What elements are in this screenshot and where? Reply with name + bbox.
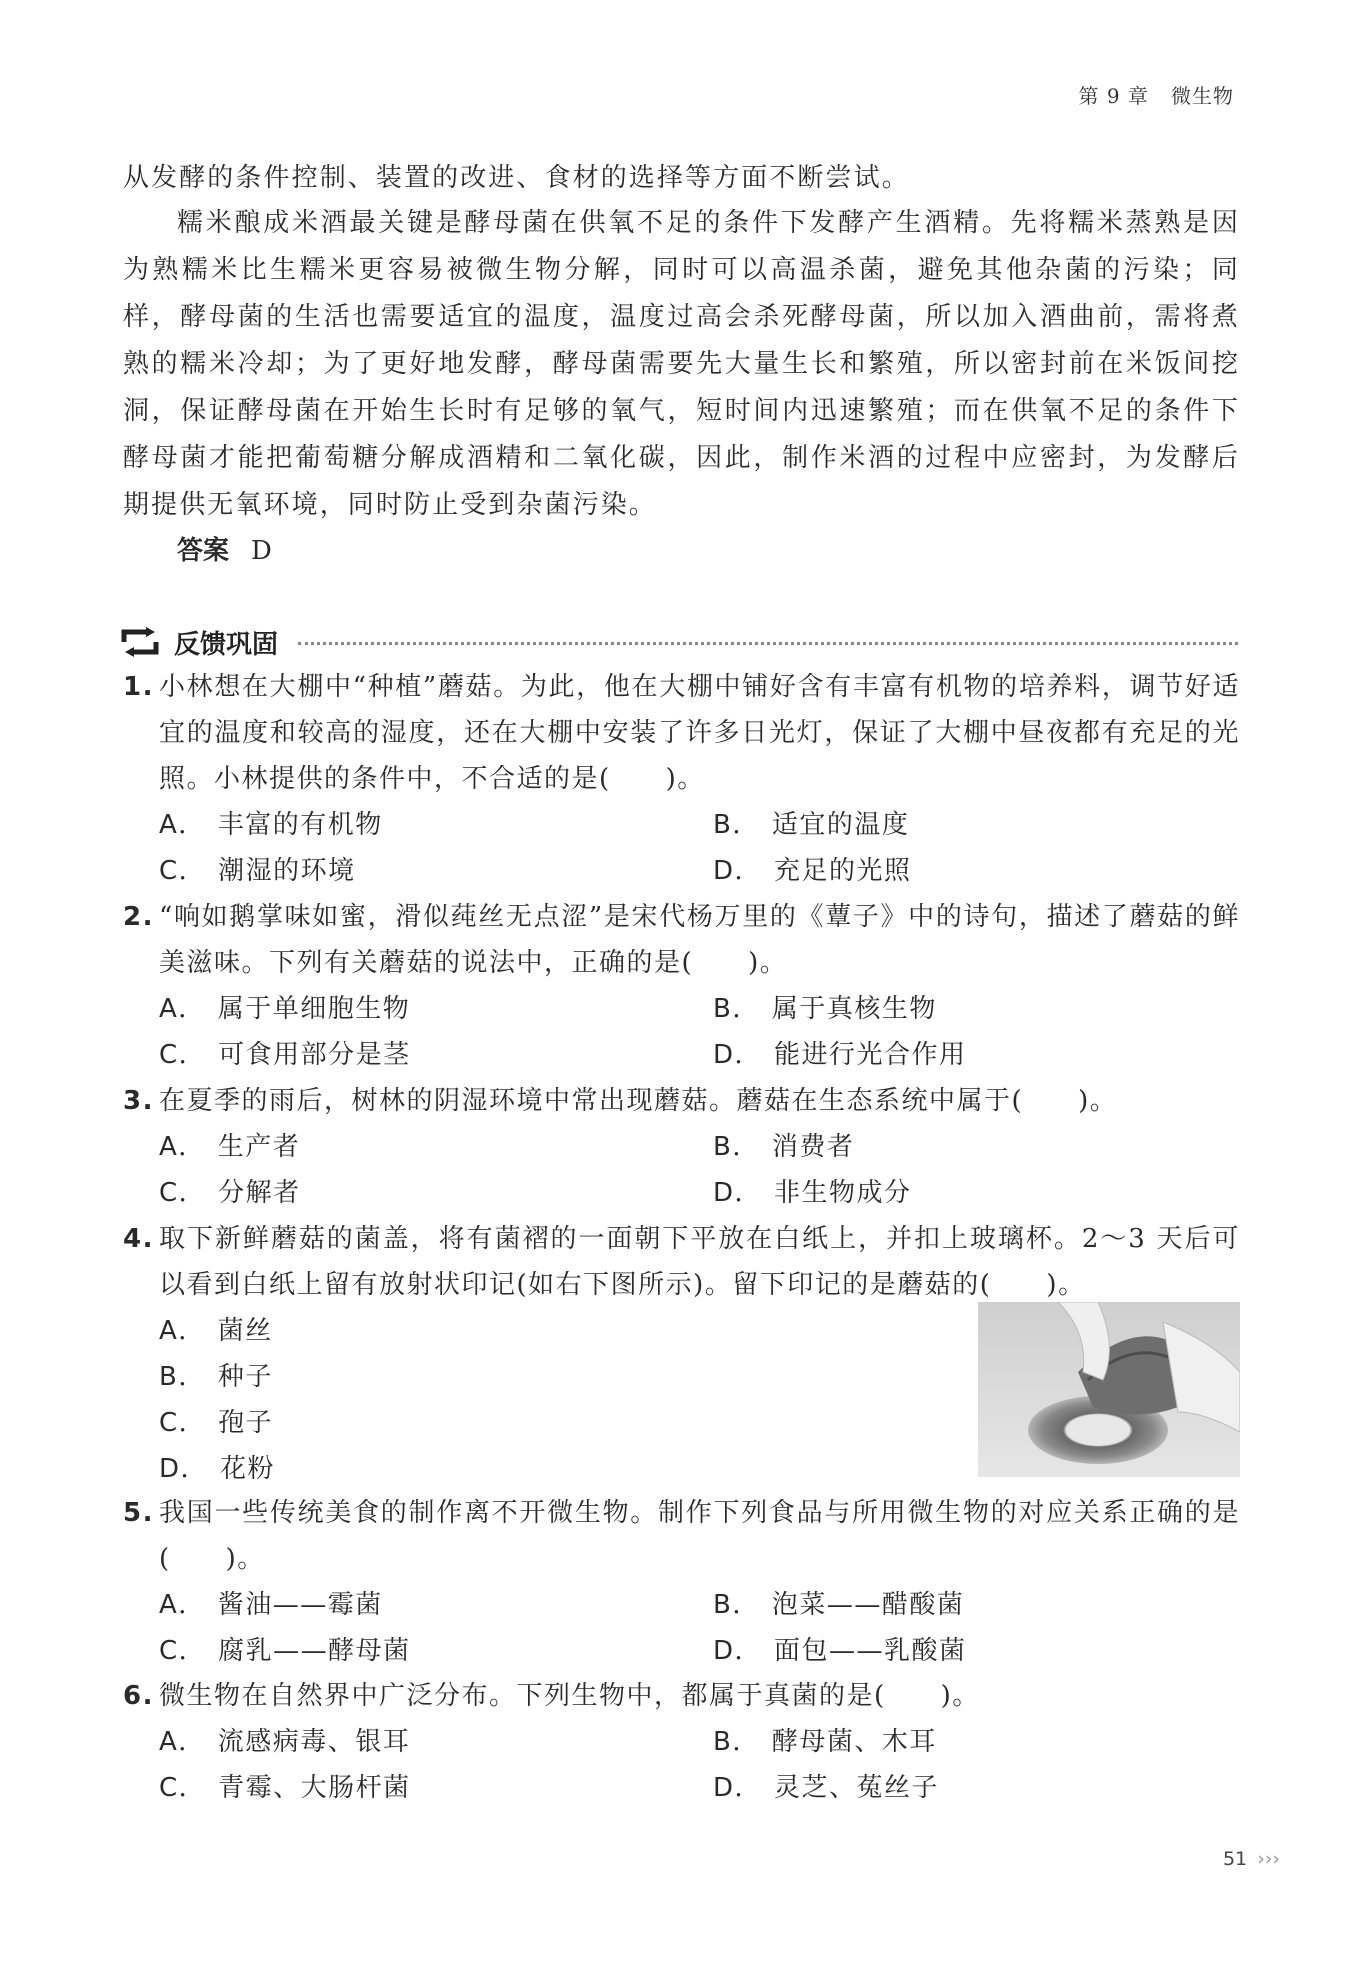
question-number: 4.: [123, 1224, 154, 1254]
option-c: C． 腐乳——酵母菌: [159, 1636, 411, 1666]
question-4: [123, 1216, 1240, 1484]
question-number: 6.: [123, 1681, 154, 1711]
page-number: 51: [1222, 1848, 1248, 1870]
option-a: A． 丰富的有机物: [159, 810, 383, 840]
option-d: D． 面包——乳酸菌: [713, 1636, 967, 1666]
intro-line: 从发酵的条件控制、装置的改进、食材的选择等方面不断尝试。: [123, 163, 910, 193]
option-a: A． 流感病毒、银耳: [159, 1727, 411, 1757]
answer-label: 答案: [177, 536, 230, 566]
option-c: C． 孢子: [159, 1408, 274, 1438]
intro-paragraph: 糯米酿成米酒最关键是酵母菌在供氧不足的条件下发酵产生酒精。先将糯米蒸熟是因为熟糯米比生糯米更容易被微生物分解，同时可以高温杀菌，避免其他杂菌的污染；同样，酵母菌的生活也需要适宜的温度，温度过高会杀死酵母菌，所以加入酒曲前，需将煮熟的糯米冷却；为了更好地发酵，酵母菌需要先大量生长和繁殖，所以密封前在米饭间挖洞，保证酵母菌在开始生长时有足够的氧气，短时间内迅速繁殖；而在供氧不足的条件下酵母菌才能把葡萄糖分解成酒精和二氧化碳，因此，制作米酒的过程中应密封，为发酵后期提供无氧环境，同时防止受到杂菌污染。: [123, 208, 1240, 520]
spore-print-photo: [978, 1302, 1240, 1477]
option-b: B． 酵母菌、木耳: [713, 1727, 937, 1757]
question-1: [123, 664, 1240, 886]
option-d: D． 非生物成分: [713, 1178, 912, 1208]
chapter-number: 第 9 章: [1078, 84, 1149, 108]
option-a: A． 菌丝: [159, 1316, 273, 1346]
answer-line: [177, 530, 272, 567]
question-number: 5.: [123, 1498, 154, 1528]
question-stem: 取下新鲜蘑菇的菌盖，将有菌褶的一面朝下平放在白纸上，并扣上玻璃杯。2～3 天后可以看到白纸上留有放射状印记(如右下图所示)。留下印记的是蘑菇的( )。: [159, 1224, 1240, 1300]
option-b: B． 消费者: [713, 1132, 855, 1162]
option-c: C． 青霉、大肠杆菌: [159, 1773, 411, 1803]
running-header: [1078, 80, 1234, 109]
option-b: B． 属于真核生物: [713, 994, 937, 1024]
option-c: C． 分解者: [159, 1178, 301, 1208]
option-b: B． 适宜的温度: [713, 810, 910, 840]
option-b: B． 种子: [159, 1362, 273, 1392]
question-2: [123, 894, 1240, 1070]
answer-value: D: [251, 536, 272, 566]
page-footer: [1223, 1848, 1280, 1870]
question-stem: 微生物在自然界中广泛分布。下列生物中，都属于真菌的是( )。: [159, 1681, 980, 1711]
chevron-right-icon: ›››: [1257, 1848, 1280, 1870]
question-6: [123, 1673, 1240, 1803]
refresh-arrows-icon: [120, 626, 160, 658]
question-number: 2.: [123, 902, 154, 932]
option-c: C． 潮湿的环境: [159, 856, 356, 886]
question-5: [123, 1490, 1240, 1666]
option-a: A． 生产者: [159, 1132, 301, 1162]
option-a: A． 属于单细胞生物: [159, 994, 411, 1024]
option-c: C． 可食用部分是茎: [159, 1040, 411, 1070]
question-stem: 我国一些传统美食的制作离不开微生物。制作下列食品与所用微生物的对应关系正确的是( )。: [159, 1498, 1240, 1574]
option-d: D． 能进行光合作用: [713, 1040, 967, 1070]
section-heading: [120, 622, 1238, 662]
chapter-title: 微生物: [1171, 84, 1234, 108]
question-number: 3.: [123, 1086, 154, 1116]
dotted-divider: [298, 642, 1238, 645]
question-3: [123, 1078, 1240, 1208]
section-title: 反馈巩固: [174, 630, 279, 660]
question-number: 1.: [123, 672, 154, 702]
option-d: D． 充足的光照: [713, 856, 912, 886]
option-b: B． 泡菜——醋酸菌: [713, 1590, 965, 1620]
option-a: A． 酱油——霉菌: [159, 1590, 383, 1620]
question-stem: “响如鹅掌味如蜜，滑似莼丝无点涩”是宋代杨万里的《蕈子》中的诗句，描述了蘑菇的鲜美滋味。下列有关蘑菇的说法中，正确的是( )。: [159, 902, 1240, 978]
question-stem: 小林想在大棚中“种植”蘑菇。为此，他在大棚中铺好含有丰富有机物的培养料，调节好适宜的温度和较高的湿度，还在大棚中安装了许多日光灯，保证了大棚中昼夜都有充足的光照。小林提供的条件中，不合适的是( )。: [159, 672, 1240, 794]
option-d: D． 灵芝、菟丝子: [713, 1773, 940, 1803]
question-stem: 在夏季的雨后，树林的阴湿环境中常出现蘑菇。蘑菇在生态系统中属于( )。: [159, 1086, 1118, 1116]
option-d: D． 花粉: [159, 1454, 276, 1484]
